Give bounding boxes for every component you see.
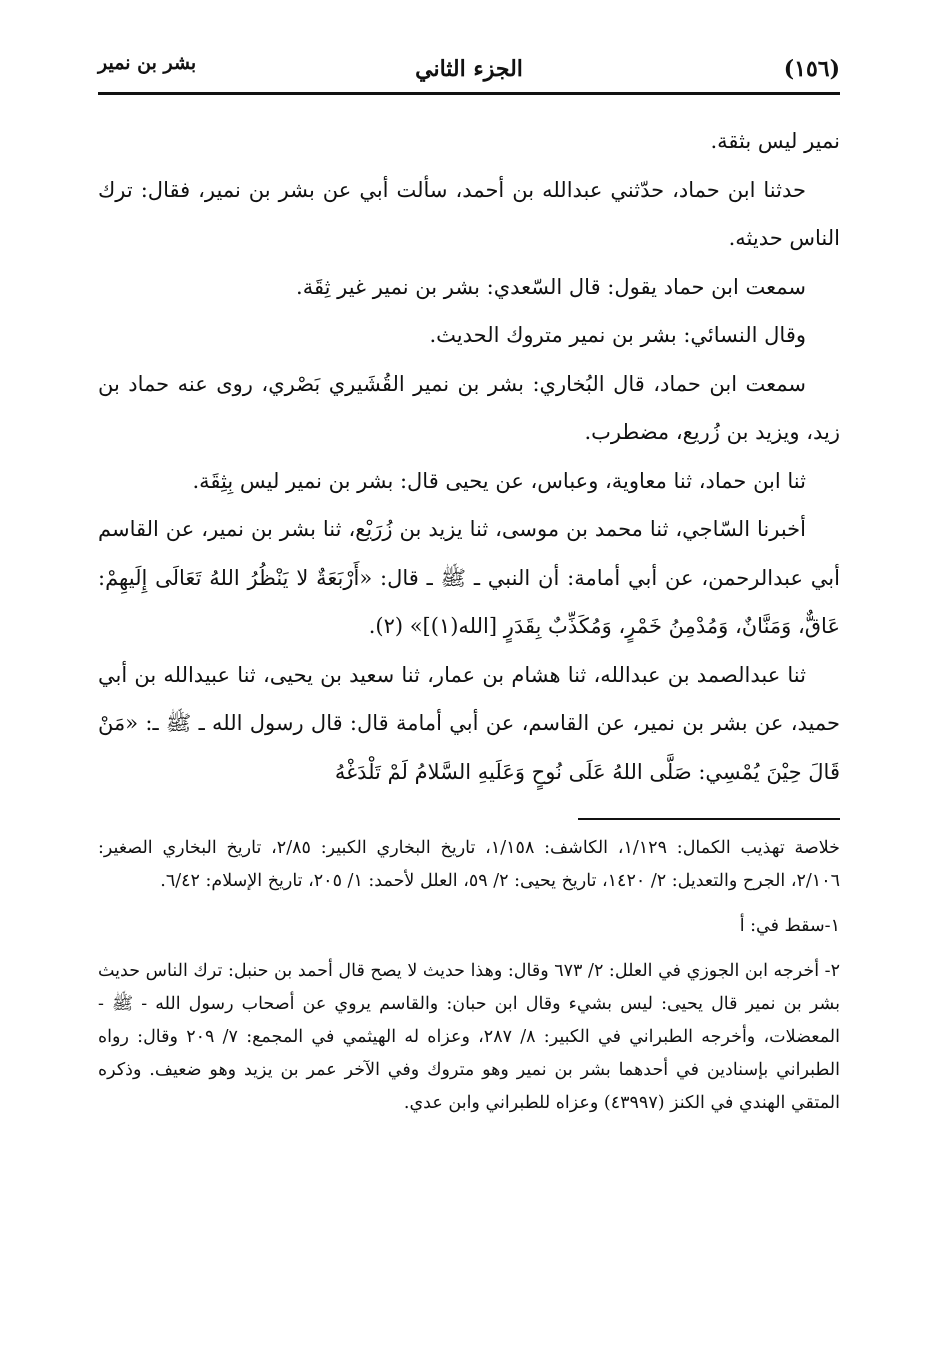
part-title: الجزء الثاني (415, 56, 523, 82)
page-header (98, 40, 840, 95)
paragraph: ثنا ابن حماد، ثنا معاوية، وعباس، عن يحيى قال: بشر بن نمير ليس بِثِقَة. (192, 468, 806, 493)
footnotes (98, 832, 840, 1120)
paragraph: أخبرنا السّاجي، ثنا محمد بن موسى، ثنا يزيد بن زُرَيْع، ثنا بشر بن نمير، عن القاسم أبي عبدالرحمن، عن أبي أمامة: أن النبي ـ ﷺ ـ قال: «أَرْبَعَةٌ لا يَنْظُرُ اللهُ تَعَالَى إِلَيهِمْ: عَاقٌّ، وَمَنَّانٌ، وَمُدْمِنُ خَمْرٍ، وَمُكَذِّبٌ بِقَدَرٍ [الله(١)]» (٢). (98, 517, 840, 638)
page-number: (١٥٦) (783, 56, 840, 82)
paragraph: سمعت ابن حماد يقول: قال السّعدي: بشر بن نمير غير ثِقَة. (296, 274, 806, 299)
footnote-2: ٢- أخرجه ابن الجوزي في العلل: ٢/ ٦٧٣ وقال: وهذا حديث لا يصح قال أحمد بن حنبل: ترك الناس حديث بشر بن نمير قال يحيى: ليس بشيء وقال ابن حبان: والقاسم يروي عن أصحاب رسول الله - ﷺ - المعضلات، وأخرجه الطبراني في الكبير: ٨/ ٢٨٧، وعزاه له الهيثمي في المجمع: ٧/ ٢٠٩ وقال: رواه الطبراني بإسنادين في أحدهما بشر بن نمير وهو متروك وفي الآخر عمر بن يزيد وهو ضعيف. وذكره المتقي الهندي في الكنز (٤٣٩٩٧) وعزاه للطبراني وابن عدي. (98, 961, 841, 1113)
paragraph: ثنا عبدالصمد بن عبدالله، ثنا هشام بن عمار، ثنا سعيد بن يحيى، ثنا عبيدالله بن أبي حميد، عن بشر بن نمير، عن القاسم، عن أبي أمامة قال: قال رسول الله ـ ﷺ ـ: «مَنْ قَالَ حِيْنَ يُمْسِي: صَلَّى اللهُ عَلَى نُوحٍ وَعَلَيهِ السَّلامُ لَمْ تَلْدَغْهُ (98, 662, 840, 784)
paragraph: وقال النسائي: بشر بن نمير متروك الحديث. (429, 323, 806, 347)
paragraph: حدثنا ابن حماد، حدّثني عبدالله بن أحمد، سألت أبي عن بشر بن نمير، فقال: ترك الناس حديثه. (98, 177, 840, 250)
footnote-sources: خلاصة تهذيب الكمال: ١/١٢٩، الكاشف: ١/١٥٨، تاريخ البخاري الكبير: ٢/٨٥، تاريخ البخاري الصغير: ٢/١٠٦، الجرح والتعديل: ٢/ ١٤٢٠، تاريخ يحيى: ٢/ ٥٩، العلل لأحمد: ١/ ٢٠٥، تاريخ الإسلام: ٦/٤٢. (98, 838, 841, 891)
book-page (98, 40, 840, 1120)
running-title: بشر بن نمير (98, 52, 197, 74)
paragraph: سمعت ابن حماد، قال البُخاري: بشر بن نمير القُشَيري بَصْري، روى عنه حماد بن زيد، ويزيد بن زُريع، مضطرب. (98, 371, 840, 444)
main-text (98, 117, 840, 796)
paragraph: نمير ليس بثقة. (710, 129, 840, 153)
footnote-divider (578, 818, 840, 820)
footnote-1: ١-سقط في: أ (739, 916, 840, 936)
